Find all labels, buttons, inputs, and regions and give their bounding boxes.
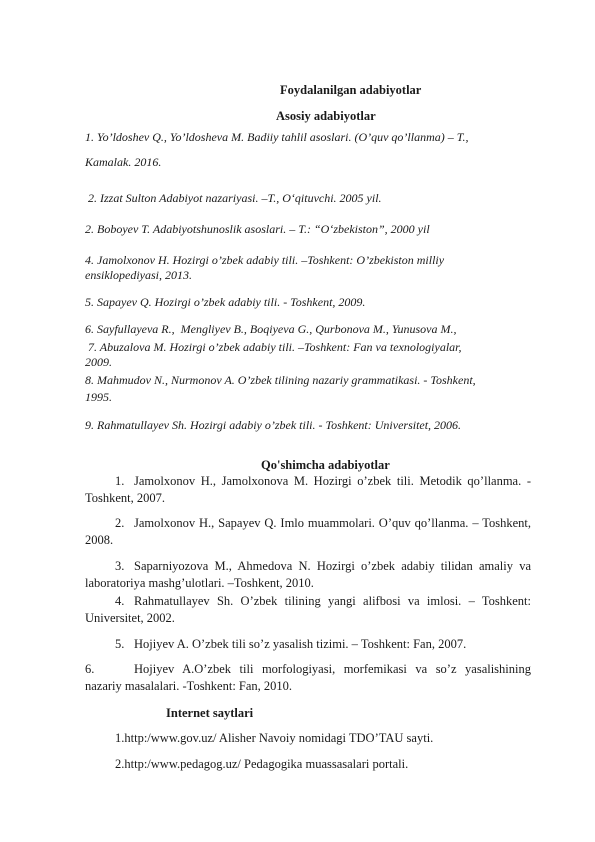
extra-ref-text: Jamolxonov H., Sapayev Q. Imlo muammolari. O’quv qo’llanma. – Toshkent, 2008. (85, 516, 531, 547)
main-ref-5: 5. Sapayev Q. Hozirgi o’zbek adabiy tili. - Toshkent, 2009. (85, 295, 366, 309)
extra-literature-heading: Qo'shimcha adabiyotlar (261, 458, 390, 472)
extra-ref-number: 4. (115, 594, 125, 608)
main-ref-1-line-1: 1. Yo’ldoshev Q., Yo’ldosheva M. Badiiy tahlil asoslari. (O’quv qo’llanma) – T., (85, 130, 469, 144)
internet-link-2: 2.http:/www.pedagog.uz/ Pedagogika muassasalari portali. (115, 757, 409, 771)
main-ref-2: 2. Izzat Sulton Adabiyot nazariyasi. –T., O‘qituvchi. 2005 yil. (85, 191, 382, 205)
extra-ref-text: Jamolxonov H., Jamolxonova M. Hozirgi o’zbek tili. Metodik qo’llanma. - Toshkent, 2007. (85, 474, 531, 505)
extra-ref-1 (85, 473, 531, 507)
extra-ref-5 (85, 636, 531, 653)
main-ref-7-line-1: 7. Abuzalova M. Hozirgi o’zbek adabiy tili. –Toshkent: Fan va texnologiyalar, (85, 340, 462, 354)
extra-ref-number: 2. (115, 516, 125, 530)
main-ref-9: 9. Rahmatullayev Sh. Hozirgi adabiy o’zbek tili. - Toshkent: Universitet, 2006. (85, 418, 462, 432)
main-ref-8-line-2: 1995. (85, 390, 112, 404)
extra-ref-text: Hojiyev A. O’zbek tili so’z yasalish tizimi. – Toshkent: Fan, 2007. (134, 637, 467, 651)
main-ref-4-line-1: 4. Jamolxonov H. Hozirgi o’zbek adabiy tili. –Toshkent: O’zbekiston milliy (85, 253, 445, 267)
extra-ref-number: 1. (115, 474, 125, 488)
extra-ref-2 (85, 515, 531, 549)
internet-sites-heading: Internet saytlari (166, 706, 254, 720)
extra-ref-number: 3. (115, 559, 125, 573)
extra-ref-text: Rahmatullayev Sh. O’zbek tilining yangi alifbosi va imlosi. – Toshkent: Universitet, 2002. (85, 594, 531, 625)
main-literature-heading: Asosiy adabiyotlar (276, 109, 376, 123)
extra-ref-number: 6. (85, 662, 95, 676)
extra-ref-3 (85, 558, 531, 592)
main-ref-3: 2. Boboyev T. Adabiyotshunoslik asoslari. – T.: “O‘zbekiston”, 2000 yil (85, 222, 430, 236)
main-ref-6: 6. Sayfullayeva R., Mengliyev B., Boqiyeva G., Qurbonova M., Yunusova M., (85, 322, 457, 336)
main-ref-8-line-1: 8. Mahmudov N., Nurmonov A. O’zbek tilining nazariy grammatikasi. - Toshkent, (85, 373, 476, 387)
page-title: Foydalanilgan adabiyotlar (280, 83, 422, 97)
internet-link-1: 1.http:/www.gov.uz/ Alisher Navoiy nomidagi TDO’TAU sayti. (115, 731, 434, 745)
main-ref-7-line-2: 2009. (85, 355, 112, 369)
extra-ref-6 (85, 661, 531, 695)
extra-ref-text: Saparniyozova M., Ahmedova N. Hozirgi o’zbek adabiy tilidan amaliy va laboratoriya mashg’ulotlari. –Toshkent, 2010. (85, 559, 531, 590)
extra-ref-number: 5. (115, 637, 125, 651)
main-ref-4-line-2: ensiklopediyasi, 2013. (85, 268, 192, 282)
extra-ref-text: Hojiyev A.O’zbek tili morfologiyasi, morfemikasi va so’z yasalishining nazariy masalalari. -Toshkent: Fan, 2010. (85, 662, 531, 693)
extra-ref-4 (85, 593, 531, 627)
main-ref-1-line-2: Kamalak. 2016. (85, 155, 162, 169)
